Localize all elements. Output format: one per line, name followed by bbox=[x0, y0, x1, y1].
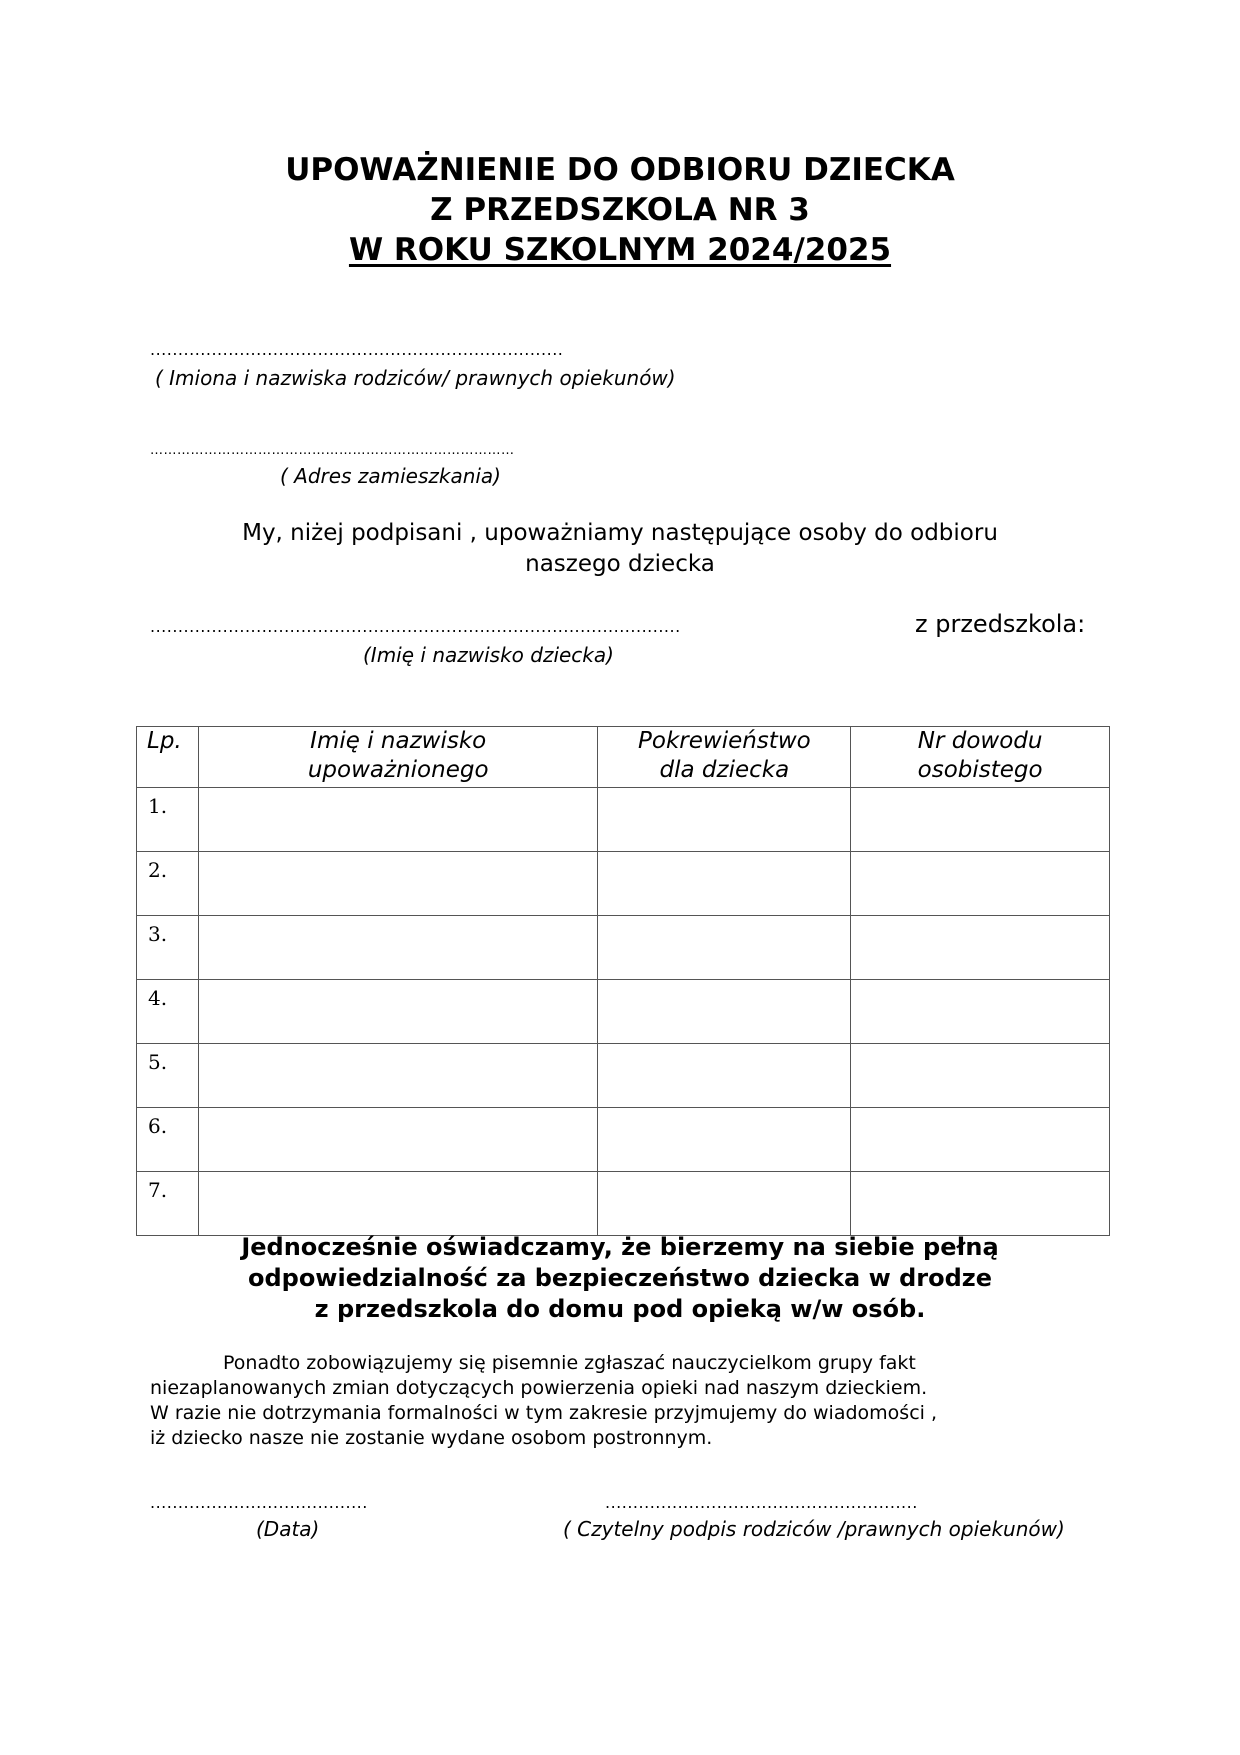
title-line-2: Z PRZEDSZKOLA NR 3 bbox=[430, 192, 810, 228]
header-id-line-2: osobistego bbox=[917, 757, 1043, 783]
row-number: 6. bbox=[137, 1108, 199, 1172]
parents-name-caption: ( Imiona i nazwiska rodziców/ prawnych opiekunów) bbox=[155, 366, 676, 390]
title-line-3: W ROKU SZKOLNYM 2024/2025 bbox=[348, 232, 892, 268]
parents-name-field[interactable]: .......................................................................... bbox=[150, 340, 564, 359]
id-cell[interactable] bbox=[851, 1172, 1110, 1236]
address-caption: ( Adres zamieszkania) bbox=[280, 464, 501, 488]
intro-text bbox=[0, 518, 1240, 580]
paragraph-line-4: iż dziecko nasze nie zostanie wydane osobom postronnym. bbox=[150, 1427, 713, 1449]
header-id-line-1: Nr dowodu bbox=[917, 728, 1043, 754]
signature-caption: ( Czytelny podpis rodziców /prawnych opiekunów) bbox=[563, 1517, 1065, 1541]
relationship-cell[interactable] bbox=[598, 1108, 851, 1172]
declaration bbox=[0, 1232, 1240, 1325]
name-cell[interactable] bbox=[198, 980, 598, 1044]
id-cell[interactable] bbox=[851, 852, 1110, 916]
table-row bbox=[137, 852, 1110, 916]
table-row bbox=[137, 1108, 1110, 1172]
header-id-number bbox=[851, 727, 1110, 788]
table-row bbox=[137, 1172, 1110, 1236]
relationship-cell[interactable] bbox=[598, 916, 851, 980]
row-number: 2. bbox=[137, 852, 199, 916]
declaration-line-3: z przedszkola do domu pod opieką w/w osób. bbox=[314, 1295, 926, 1323]
document-title bbox=[0, 150, 1240, 270]
signature-field[interactable]: ........................................................ bbox=[605, 1493, 918, 1512]
child-name-field[interactable]: ............................................................................................... bbox=[150, 617, 681, 636]
relationship-cell[interactable] bbox=[598, 788, 851, 852]
header-name-line-1: Imię i nazwisko bbox=[310, 728, 487, 754]
name-cell[interactable] bbox=[198, 916, 598, 980]
id-cell[interactable] bbox=[851, 916, 1110, 980]
name-cell[interactable] bbox=[198, 1172, 598, 1236]
row-number: 1. bbox=[137, 788, 199, 852]
declaration-line-1: Jednocześnie oświadczamy, że bierzemy na siebie pełną bbox=[241, 1233, 999, 1261]
row-number: 4. bbox=[137, 980, 199, 1044]
row-number: 7. bbox=[137, 1172, 199, 1236]
declaration-line-2: odpowiedzialność za bezpieczeństwo dziecka w drodze bbox=[247, 1264, 993, 1292]
header-relationship-line-1: Pokrewieństwo bbox=[638, 728, 811, 754]
child-name-caption: (Imię i nazwisko dziecka) bbox=[363, 643, 614, 667]
authorized-persons-table bbox=[136, 726, 1110, 1236]
relationship-cell[interactable] bbox=[598, 1172, 851, 1236]
id-cell[interactable] bbox=[851, 1108, 1110, 1172]
header-relationship bbox=[598, 727, 851, 788]
header-name bbox=[198, 727, 598, 788]
date-field[interactable]: ....................................... bbox=[150, 1493, 368, 1512]
id-cell[interactable] bbox=[851, 788, 1110, 852]
id-cell[interactable] bbox=[851, 1044, 1110, 1108]
name-cell[interactable] bbox=[198, 1108, 598, 1172]
intro-line-2: naszego dziecka bbox=[525, 551, 715, 577]
table-row bbox=[137, 788, 1110, 852]
row-number: 5. bbox=[137, 1044, 199, 1108]
paragraph-line-2: niezaplanowanych zmian dotyczących powierzenia opieki nad naszym dzieckiem. bbox=[150, 1377, 928, 1399]
obligation-paragraph bbox=[150, 1351, 1110, 1451]
row-number: 3. bbox=[137, 916, 199, 980]
title-line-1: UPOWAŻNIENIE DO ODBIORU DZIECKA bbox=[285, 152, 955, 188]
relationship-cell[interactable] bbox=[598, 980, 851, 1044]
table-header-row bbox=[137, 727, 1110, 788]
table-row bbox=[137, 1044, 1110, 1108]
address-field[interactable]: ……………………………………………………………………… bbox=[150, 443, 515, 458]
relationship-cell[interactable] bbox=[598, 1044, 851, 1108]
intro-line-1: My, niżej podpisani , upoważniamy następujące osoby do odbioru bbox=[242, 520, 998, 546]
id-cell[interactable] bbox=[851, 980, 1110, 1044]
date-caption: (Data) bbox=[256, 1517, 320, 1541]
paragraph-line-1: Ponadto zobowiązujemy się pisemnie zgłaszać nauczycielkom grupy fakt bbox=[223, 1352, 916, 1374]
name-cell[interactable] bbox=[198, 852, 598, 916]
header-relationship-line-2: dla dziecka bbox=[659, 757, 790, 783]
header-name-line-2: upoważnionego bbox=[307, 757, 489, 783]
table-row bbox=[137, 980, 1110, 1044]
paragraph-line-3: W razie nie dotrzymania formalności w tym zakresie przyjmujemy do wiadomości , bbox=[150, 1402, 937, 1424]
header-lp: Lp. bbox=[137, 727, 199, 788]
relationship-cell[interactable] bbox=[598, 852, 851, 916]
name-cell[interactable] bbox=[198, 788, 598, 852]
name-cell[interactable] bbox=[198, 1044, 598, 1108]
child-suffix: z przedszkola: bbox=[915, 610, 1086, 638]
table-row bbox=[137, 916, 1110, 980]
